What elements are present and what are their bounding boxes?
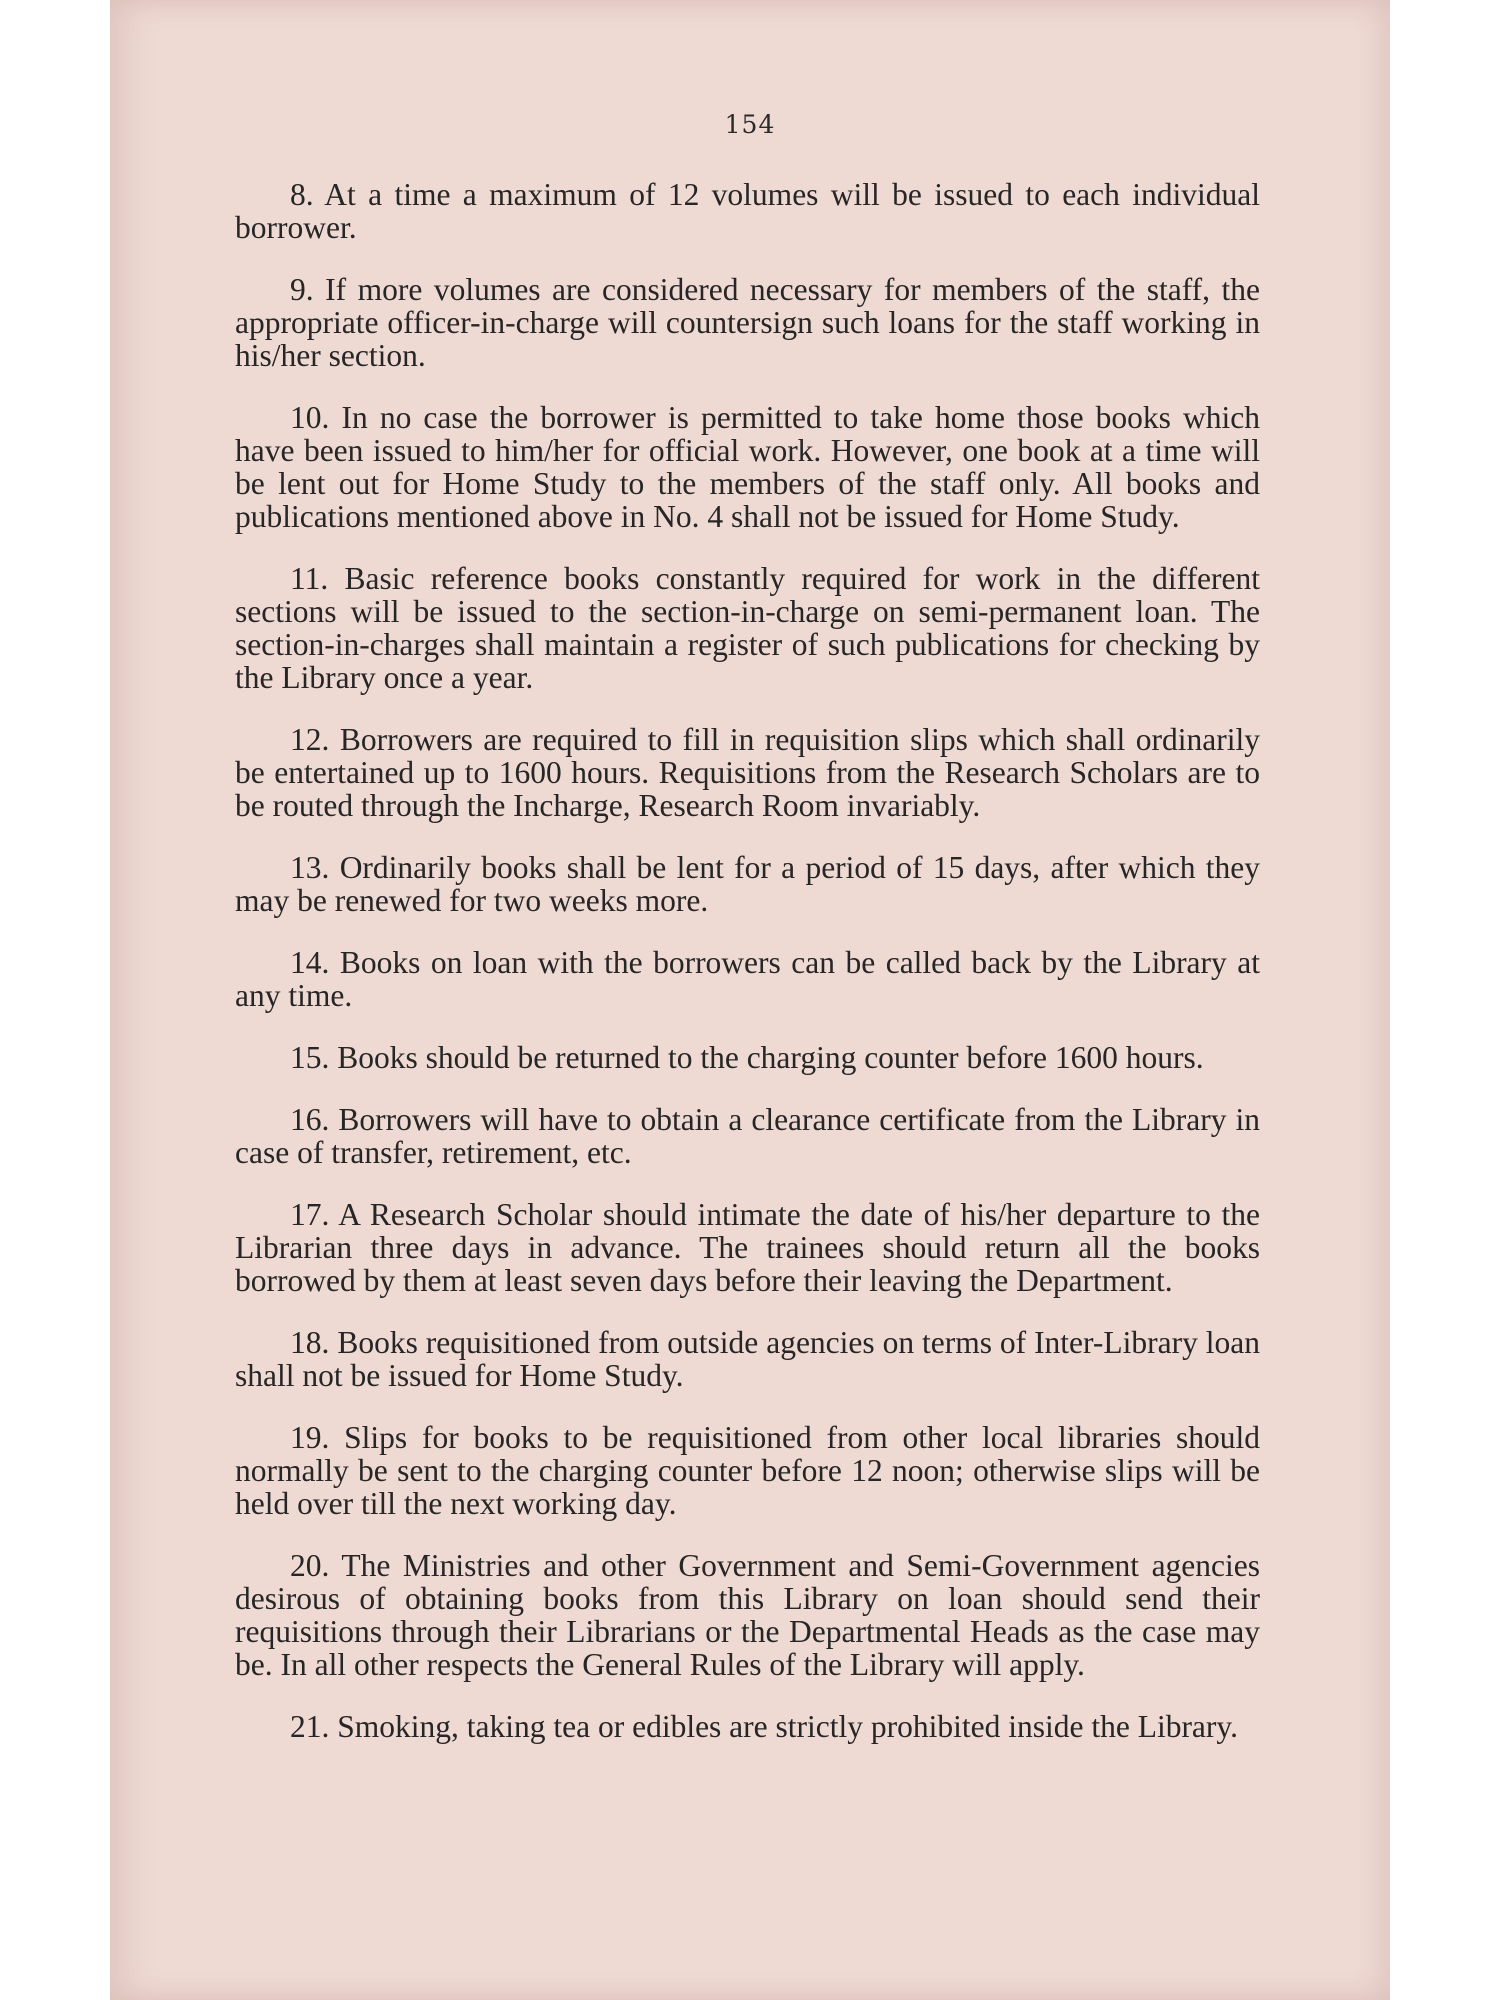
rule-item [235, 1549, 1260, 1681]
rule-item [235, 273, 1260, 372]
rule-number: 9. [290, 272, 314, 307]
rule-text: Smoking, taking tea or edibles are strictly prohibited inside the Library. [337, 1709, 1238, 1744]
rule-number: 13. [290, 850, 330, 885]
rule-item [235, 1198, 1260, 1297]
rule-number: 8. [290, 177, 314, 212]
rule-text: Basic reference books constantly required for work in the different sections will be issued to the section-in-charge on semi-permanent loan. The section-in-charges shall maintain a register of such publications for checking by the Library once a year. [235, 561, 1261, 695]
rule-text: Books requisitioned from outside agencies on terms of Inter-Library loan shall not be issued for Home Study. [235, 1325, 1261, 1393]
rule-text: Books on loan with the borrowers can be called back by the Library at any time. [235, 945, 1261, 1013]
rule-number: 11. [290, 561, 329, 596]
rule-number: 19. [290, 1420, 330, 1455]
rule-item [235, 178, 1260, 244]
rule-item [235, 1041, 1260, 1074]
rule-item [235, 851, 1260, 917]
rule-number: 15. [290, 1040, 330, 1075]
rule-text: A Research Scholar should intimate the date of his/her departure to the Librarian three days in advance. The trainees should return all the books borrowed by them at least seven days before their leaving the Department. [235, 1197, 1260, 1298]
rule-text: In no case the borrower is permitted to take home those books which have been issued to him/her for official work. However, one book at a time will be lent out for Home Study to the members of the staff only. All books and publications mentioned above in No. 4 shall not be issued for Home Study. [235, 400, 1260, 534]
rule-item [235, 723, 1260, 822]
rule-number: 12. [290, 722, 330, 757]
rule-item [235, 562, 1260, 694]
rule-text: If more volumes are considered necessary for members of the staff, the appropriate officer-in-charge will countersign such loans for the staff working in his/her section. [235, 272, 1261, 373]
rule-number: 14. [290, 945, 330, 980]
rule-text: Borrowers will have to obtain a clearance certificate from the Library in case of transfer, retirement, etc. [235, 1102, 1261, 1170]
rule-text: Borrowers are required to fill in requisition slips which shall ordinarily be entertained up to 1600 hours. Requisitions from the Research Scholars are to be routed through the Incharge, Research Room invariably. [235, 722, 1260, 823]
rule-item [235, 1103, 1260, 1169]
rule-item [235, 401, 1260, 533]
rule-item [235, 1326, 1260, 1392]
rule-number: 20. [290, 1548, 330, 1583]
rule-text: At a time a maximum of 12 volumes will be issued to each individual borrower. [235, 177, 1260, 245]
rule-number: 17. [290, 1197, 330, 1232]
rule-number: 18. [290, 1325, 330, 1360]
rule-text: The Ministries and other Government and Semi-Government agencies desirous of obtaining books from this Library on loan should send their requisitions through their Librarians or the Departmental Heads as the case may be. In all other respects the General Rules of the Library will apply. [235, 1548, 1261, 1682]
rule-number: 16. [290, 1102, 330, 1137]
rules-list [235, 178, 1260, 1772]
rule-item [235, 946, 1260, 1012]
rule-number: 21. [290, 1709, 330, 1744]
rule-text: Slips for books to be requisitioned from other local libraries should normally be sent to the charging counter before 12 noon; otherwise slips will be held over till the next working day. [235, 1420, 1261, 1521]
rule-item [235, 1421, 1260, 1520]
rule-text: Books should be returned to the charging counter before 1600 hours. [337, 1040, 1204, 1075]
page-number: 154 [724, 110, 776, 139]
rule-text: Ordinarily books shall be lent for a period of 15 days, after which they may be renewed for two weeks more. [235, 850, 1260, 918]
rule-item [235, 1710, 1260, 1743]
document-page [110, 0, 1390, 2000]
rule-number: 10. [290, 400, 330, 435]
